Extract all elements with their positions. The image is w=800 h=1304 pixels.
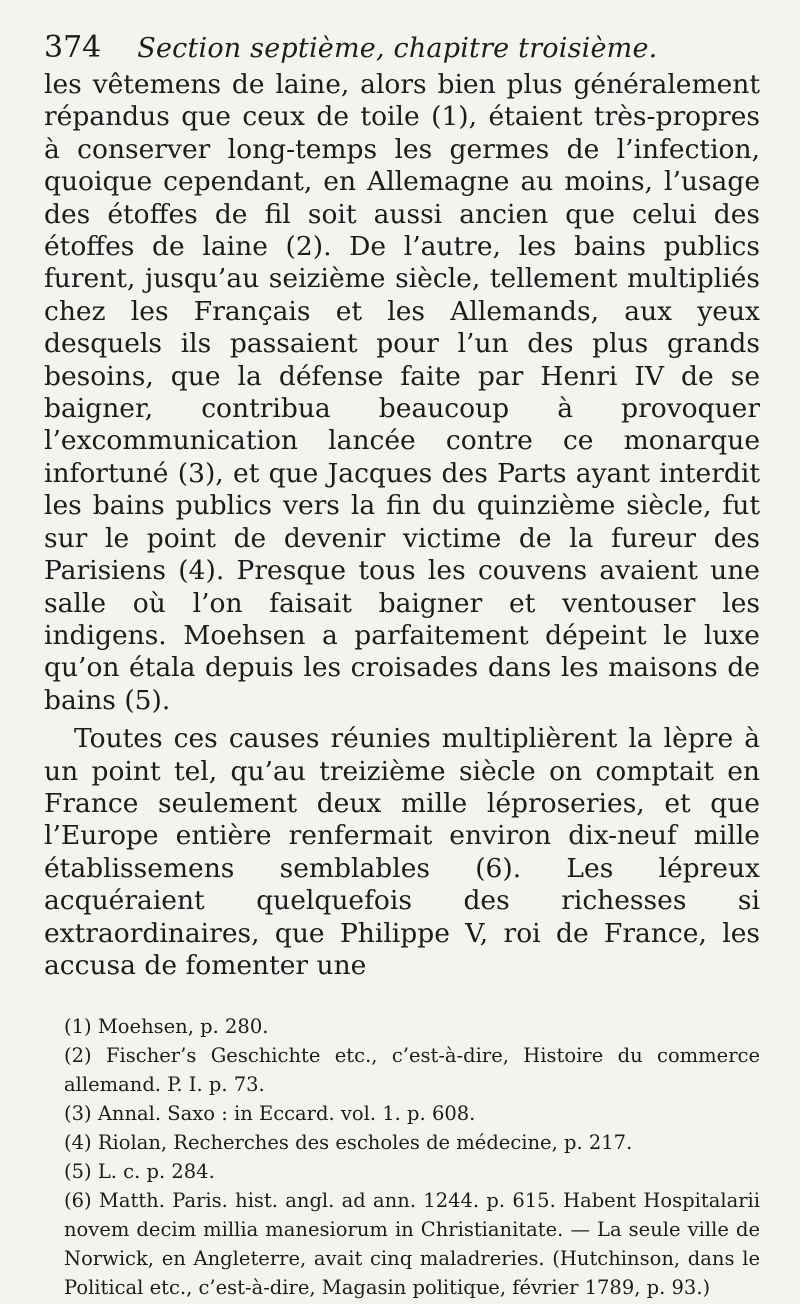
paragraph-1: les vêtemens de laine, alors bien plus généralement répandus que ceux de toile (1), étaient très-propres à conserver long-temps les germes de l’infection, quoique cependant, en Allemagne au moins, l’usage des étoffes de fil soit aussi ancien que celui des étoffes de laine (2). De l’autre, les bains publics furent, jusqu’au seizième siècle, tellement multipliés chez les Français et les Allemands, aux yeux desquels ils passaient pour l’un des plus grands besoins, que la défense faite par Henri IV de se baigner, contribua beaucoup à provoquer l’excommunication lancée contre ce monarque infortuné (3), et que Jacques des Parts ayant interdit les bains publics vers la fin du quinzième siècle, fut sur le point de devenir victime de la fureur des Parisiens (4). Presque tous les couvens avaient une salle où l’on faisait baigner et ventouser les indigens. Moehsen a parfaitement dépeint le luxe qu’on étala depuis les croisades dans les maisons de bains (5). — [44, 69, 760, 716]
footnote-1: (1) Moehsen, p. 280. — [64, 1015, 269, 1039]
paragraph-2: Toutes ces causes réunies multiplièrent la lèpre à un point tel, qu’au treizième siècle on comptait en France seulement deux mille léproseries, et que l’Europe entière renfermait environ dix-neuf mille établissemens semblables (6). Les lépreux acquéraient quelquefois des richesses si extraordinaires, que Philippe V, roi de France, les accusa de fomenter une — [44, 723, 760, 981]
page-number: 374 — [44, 30, 102, 65]
footnotes — [44, 1012, 760, 1302]
footnote-4: (4) Riolan, Recherches des escholes de médecine, p. 217. — [64, 1131, 633, 1155]
footnote-2: (2) Fischer’s Geschichte etc., c’est-à-dire, Histoire du commerce allemand. P. I. p. 73. — [64, 1044, 760, 1097]
footnote-5: (5) L. c. p. 284. — [64, 1160, 215, 1184]
running-title: Section septième, chapitre troisième. — [137, 33, 658, 64]
running-head — [44, 30, 760, 65]
main-text — [44, 69, 760, 982]
footnote-3: (3) Annal. Saxo : in Eccard. vol. 1. p. 608. — [64, 1102, 476, 1126]
footnote-6: (6) Matth. Paris. hist. angl. ad ann. 1244. p. 615. Habent Hospitalarii novem decim millia manesiorum in Christianitate. — La seule ville de Norwick, en Angleterre, avait cinq maladreries. (Hutchinson, dans le Political etc., c’est-à-dire, Magasin politique, février 1789, p. 93.) — [64, 1189, 760, 1300]
